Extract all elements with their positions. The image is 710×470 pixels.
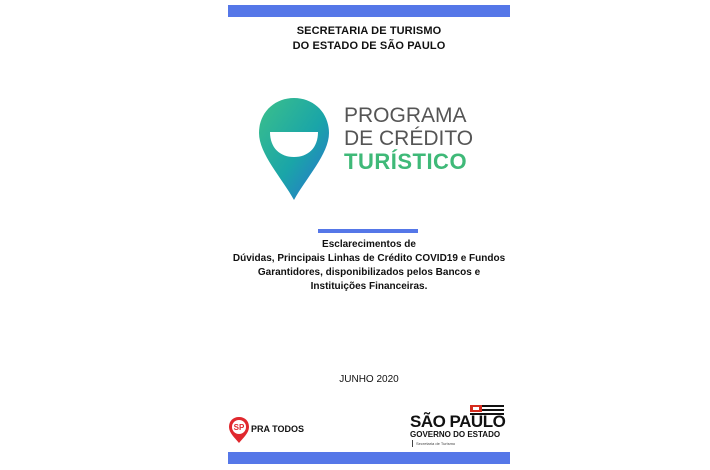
logo-line-2: DE CRÉDITO <box>344 127 474 150</box>
description-line-4: Instituições Financeiras. <box>310 281 428 292</box>
gov-department: Secretaria de Turismo <box>416 441 456 446</box>
top-accent-bar <box>228 5 510 17</box>
map-pin-smile-icon <box>256 96 332 202</box>
sp-badge-text: SP <box>233 423 245 432</box>
gov-subtitle: GOVERNO DO ESTADO <box>410 430 501 439</box>
sp-pra-todos-logo <box>228 416 318 444</box>
sp-map-pin-icon <box>228 416 250 444</box>
gov-title: SÃO PAULO <box>410 412 506 431</box>
description-line-3: Garantidores, disponibilizados pelos Bancos e <box>257 267 481 278</box>
program-logo-text <box>344 104 473 173</box>
description <box>216 238 522 294</box>
header-line-2: DO ESTADO DE SÃO PAULO <box>292 40 446 52</box>
gov-divider <box>412 440 413 447</box>
publication-date: JUNHO 2020 <box>339 374 399 385</box>
description-line-1: Esclarecimentos de <box>322 239 416 250</box>
logo-line-1: PROGRAMA <box>344 104 467 127</box>
document-page <box>228 0 510 470</box>
logo-line-3: TURÍSTICO <box>344 149 468 174</box>
sp-pra-todos-text: PRA TODOS <box>251 424 305 434</box>
header-line-1: SECRETARIA DE TURISMO <box>296 25 442 37</box>
section-divider <box>318 229 418 233</box>
description-line-2: Dúvidas, Principais Linhas de Crédito COVID19 e Fundos <box>232 253 506 264</box>
government-logo <box>410 403 510 449</box>
page-header <box>228 24 510 54</box>
bottom-accent-bar <box>228 452 510 464</box>
program-logo <box>256 96 496 206</box>
